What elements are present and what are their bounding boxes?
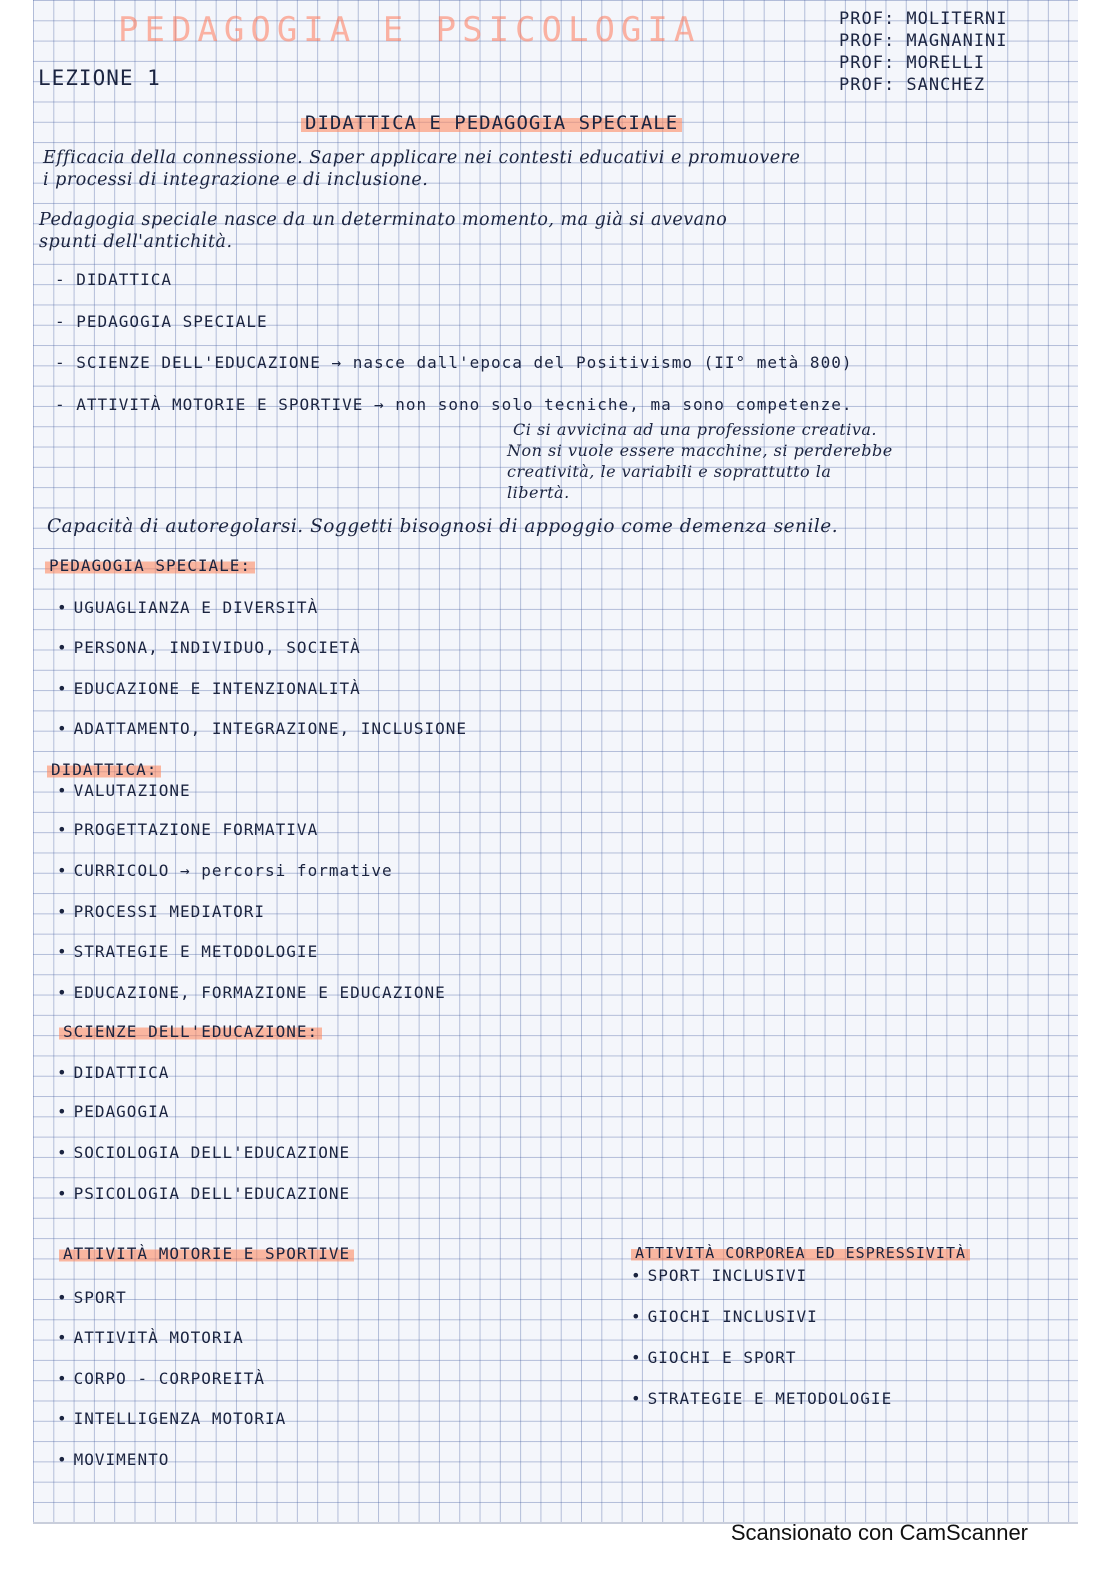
list-item: [57, 1288, 127, 1307]
list-item-label: PEDAGOGIA: [73, 1102, 170, 1121]
heading-text: PEDAGOGIA SPECIALE:: [45, 556, 255, 575]
list-item-label: VALUTAZIONE: [73, 781, 191, 800]
list-item-label: DIDATTICA: [73, 1063, 170, 1082]
scanner-watermark: Scansionato con CamScanner: [730, 1520, 1028, 1545]
list-item-label: UGUAGLIANZA E DIVERSITÀ: [73, 598, 319, 617]
bullet-icon: •: [57, 1143, 68, 1162]
scienze-heading: [59, 1022, 322, 1041]
bullet-icon: •: [57, 942, 68, 961]
pedagogia-speciale-heading: [45, 556, 255, 575]
list-item: [57, 1328, 244, 1347]
list-item-label: EDUCAZIONE E INTENZIONALITÀ: [73, 679, 361, 698]
section-title-text: DIDATTICA E PEDAGOGIA SPECIALE: [301, 112, 682, 134]
list-item-label: PERSONA, INDIVIDUO, SOCIETÀ: [73, 638, 361, 657]
heading-text: DIDATTICA:: [47, 760, 161, 779]
topic-continuation: Non si vuole essere macchine, si perderebbe: [507, 441, 893, 460]
page-title: PEDAGOGIA E PSICOLOGIA: [118, 10, 701, 50]
bullet-icon: •: [631, 1348, 642, 1367]
bullet-icon: •: [57, 983, 68, 1002]
bullet-icon: •: [57, 861, 68, 880]
capacity-line: Capacità di autoregolarsi. Soggetti bisognosi di appoggio come demenza senile.: [47, 516, 839, 537]
list-item-label: SPORT: [73, 1288, 127, 1307]
list-item-label: ATTIVITÀ MOTORIA: [73, 1328, 244, 1347]
paragraph-line: Pedagogia speciale nasce da un determinato momento, ma già si avevano: [39, 210, 728, 230]
list-item-label: MOVIMENTO: [73, 1450, 170, 1469]
list-item: [57, 1369, 265, 1388]
bullet-icon: •: [57, 1063, 68, 1082]
list-item: [57, 1102, 169, 1121]
list-item: [57, 902, 265, 921]
bullet-icon: •: [57, 1288, 68, 1307]
bullet-icon: •: [57, 1450, 68, 1469]
professor-name: PROF: MORELLI: [839, 53, 986, 73]
bullet-icon: •: [57, 1328, 68, 1347]
list-item-label: PROGETTAZIONE FORMATIVA: [73, 820, 319, 839]
list-item: [57, 1143, 350, 1162]
list-item: [631, 1389, 892, 1408]
list-item-label: PSICOLOGIA DELL'EDUCAZIONE: [73, 1184, 351, 1203]
paragraph-line: i processi di integrazione e di inclusione.: [43, 170, 429, 190]
didattica-heading: [47, 760, 161, 779]
professor-name: PROF: MOLITERNI: [839, 9, 1008, 29]
bullet-icon: •: [57, 719, 68, 738]
list-item-label: SPORT INCLUSIVI: [647, 1266, 808, 1285]
lesson-label: LEZIONE 1: [38, 66, 161, 90]
list-item-label: ADATTAMENTO, INTEGRAZIONE, INCLUSIONE: [73, 719, 468, 738]
paragraph-line: spunti dell'antichità.: [39, 232, 233, 252]
section-title: [301, 112, 682, 134]
list-item: [631, 1266, 807, 1285]
topic-item: - DIDATTICA: [55, 270, 172, 289]
bullet-icon: •: [57, 679, 68, 698]
bullet-icon: •: [631, 1389, 642, 1408]
list-item: [631, 1307, 818, 1326]
list-item-label: STRATEGIE E METODOLOGIE: [647, 1389, 893, 1408]
list-item: [57, 1409, 286, 1428]
heading-text: ATTIVITÀ CORPOREA ED ESPRESSIVITÀ: [631, 1244, 970, 1262]
list-item: [57, 1184, 350, 1203]
list-item: [57, 942, 318, 961]
topic-continuation: creatività, le variabili e soprattutto la: [507, 462, 832, 481]
list-item: [57, 1450, 169, 1469]
list-item-label: EDUCAZIONE, FORMAZIONE E EDUCAZIONE: [73, 983, 446, 1002]
list-item-label: GIOCHI INCLUSIVI: [647, 1307, 818, 1326]
bullet-icon: •: [631, 1266, 642, 1285]
list-item: [631, 1348, 797, 1367]
list-item-label: CURRICOLO → percorsi formative: [73, 861, 393, 880]
heading-text: ATTIVITÀ MOTORIE E SPORTIVE: [59, 1244, 354, 1263]
topic-item: - SCIENZE DELL'EDUCAZIONE → nasce dall'epoca del Positivismo (II° metà 800): [55, 353, 853, 372]
attivita-motorie-heading: [59, 1244, 354, 1263]
topic-item: - PEDAGOGIA SPECIALE: [55, 312, 268, 331]
list-item-label: SOCIOLOGIA DELL'EDUCAZIONE: [73, 1143, 351, 1162]
list-item-label: INTELLIGENZA MOTORIA: [73, 1409, 287, 1428]
paragraph-line: Efficacia della connessione. Saper applicare nei contesti educativi e promuovere: [43, 148, 801, 168]
bullet-icon: •: [57, 598, 68, 617]
topic-item: - ATTIVITÀ MOTORIE E SPORTIVE → non sono solo tecniche, ma sono competenze.: [55, 395, 853, 414]
bullet-icon: •: [57, 1184, 68, 1203]
list-item: [57, 638, 361, 657]
professor-name: PROF: MAGNANINI: [839, 31, 1008, 51]
list-item: [57, 983, 446, 1002]
heading-text: SCIENZE DELL'EDUCAZIONE:: [59, 1022, 322, 1041]
bullet-icon: •: [631, 1307, 642, 1326]
list-item-label: CORPO - CORPOREITÀ: [73, 1369, 266, 1388]
list-item-label: GIOCHI E SPORT: [647, 1348, 797, 1367]
bullet-icon: •: [57, 1409, 68, 1428]
list-item-label: PROCESSI MEDIATORI: [73, 902, 266, 921]
bullet-icon: •: [57, 781, 68, 800]
list-item: [57, 598, 318, 617]
list-item: [57, 861, 393, 880]
list-item: [57, 679, 361, 698]
topic-continuation: Ci si avvicina ad una professione creativa.: [513, 420, 877, 439]
list-item: [57, 820, 318, 839]
list-item: [57, 1063, 169, 1082]
bullet-icon: •: [57, 1369, 68, 1388]
topic-continuation: libertà.: [507, 483, 570, 502]
list-item-label: STRATEGIE E METODOLOGIE: [73, 942, 319, 961]
list-item: [57, 781, 191, 800]
attivita-corporea-heading: [631, 1244, 970, 1262]
professors-list: [839, 8, 1008, 96]
list-item: [57, 719, 467, 738]
bullet-icon: •: [57, 638, 68, 657]
bullet-icon: •: [57, 820, 68, 839]
notebook-page: [33, 0, 1078, 1524]
professor-name: PROF: SANCHEZ: [839, 75, 986, 95]
bullet-icon: •: [57, 1102, 68, 1121]
bullet-icon: •: [57, 902, 68, 921]
